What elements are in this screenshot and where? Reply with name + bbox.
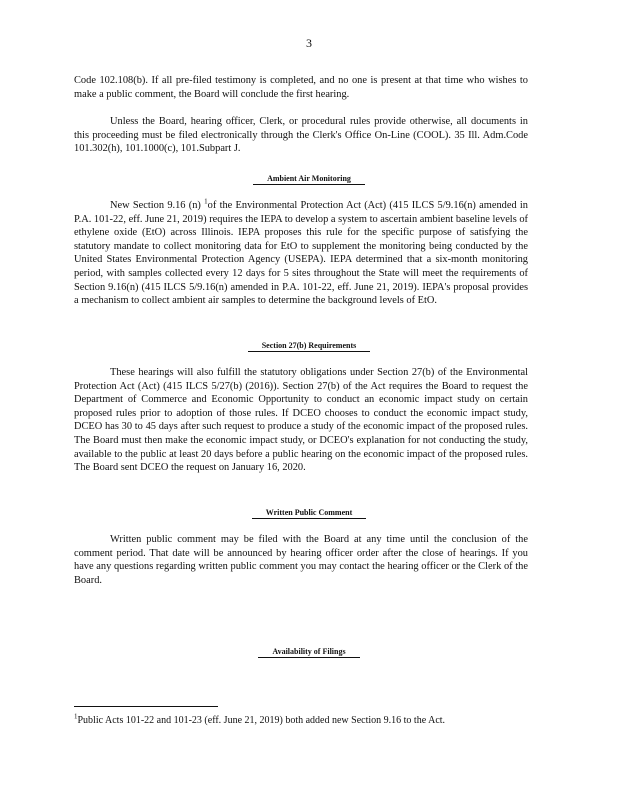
heading-availability-of-filings: Availability of Filings — [0, 647, 618, 656]
heading-written-public-comment: Written Public Comment — [0, 508, 618, 517]
paragraph-written-public-comment — [74, 533, 528, 587]
footnote-text: Public Acts 101-22 and 101-23 (eff. June 21, 2019) both added new Section 9.16 to the Act. — [77, 715, 446, 726]
page-number: 3 — [306, 36, 312, 50]
paragraph-text: Code 102.108(b). If all pre-filed testimony is completed, and no one is present at that time who wishes to make a public comment, the Board will conclude the first hearing. — [74, 75, 528, 100]
paragraph-text: of the Environmental Protection Act (Act) (415 ILCS 5/9.16(n) amended in P.A. 101-22, eff. June 21, 2019) requires the IEPA to develop a system to ascertain ambient baseline levels of ethylene oxide (EtO) across Illinois. IEPA proposes this rule for the specific purpose of satisfying the statutory mandate to collect monitoring data for EtO to supplement the monitoring being conducted by the United States Environmental Protection Agency (USEPA). IEPA determined that a six-month monitoring period, with samples collected every 12 days for 5 sites throughout the State will meet the requirements of Section 9.16(n) (415 ILCS 5/9.16(n) amended in P.A. 101-22, eff. June 21, 2019). IEPA's proposal provides a mechanism to collect ambient air samples to determine the background levels of EtO. — [74, 200, 528, 307]
paragraph-text: New Section 9.16 (n) — [110, 200, 205, 211]
footnote — [74, 714, 528, 727]
paragraph-text: Written public comment may be filed with the Board at any time until the conclusion of the comment period. That date will be announced by hearing officer order after the close of hearings. If you have any questions regarding written public comment you may contact the hearing officer or the Clerk of the Board. — [74, 534, 528, 586]
paragraph-hearing-conclusion — [74, 74, 528, 101]
footnote-divider — [74, 706, 218, 707]
heading-section-27b-requirements: Section 27(b) Requirements — [0, 341, 618, 350]
paragraph-filing-requirements — [74, 115, 528, 156]
paragraph-section-27b — [74, 366, 528, 475]
paragraph-text: These hearings will also fulfill the statutory obligations under Section 27(b) of the Environmental Protection Act (Act) (415 ILCS 5/27(b) (2016)). Section 27(b) of the Act requires the Board to request the Department of Commerce and Economic Opportunity to conduct an economic impact study on certain proposed rules prior to adoption of those rules. If DCEO chooses to conduct the economic impact study, DCEO has 30 to 45 days after such request to produce a study of the economic impact of the proposed rules. The Board must then make the economic impact study, or DCEO's explanation for not conducting the study, available to the public at least 20 days before a public hearing on the economic impact of the proposed rules. The Board sent DCEO the request on January 16, 2020. — [74, 367, 528, 474]
footnote-marker: 1 — [74, 712, 78, 721]
heading-ambient-air-monitoring: Ambient Air Monitoring — [0, 174, 618, 183]
paragraph-text: Unless the Board, hearing officer, Clerk, or procedural rules provide otherwise, all documents in this proceeding must be filed electronically through the Clerk's Office On-Line (COOL). 35 Ill. Adm.Code 101.302(h), 101.1000(c), 101.Subpart J. — [74, 116, 528, 155]
footnote-reference[interactable]: 1 — [204, 197, 208, 206]
paragraph-ambient-air-monitoring — [74, 199, 528, 308]
